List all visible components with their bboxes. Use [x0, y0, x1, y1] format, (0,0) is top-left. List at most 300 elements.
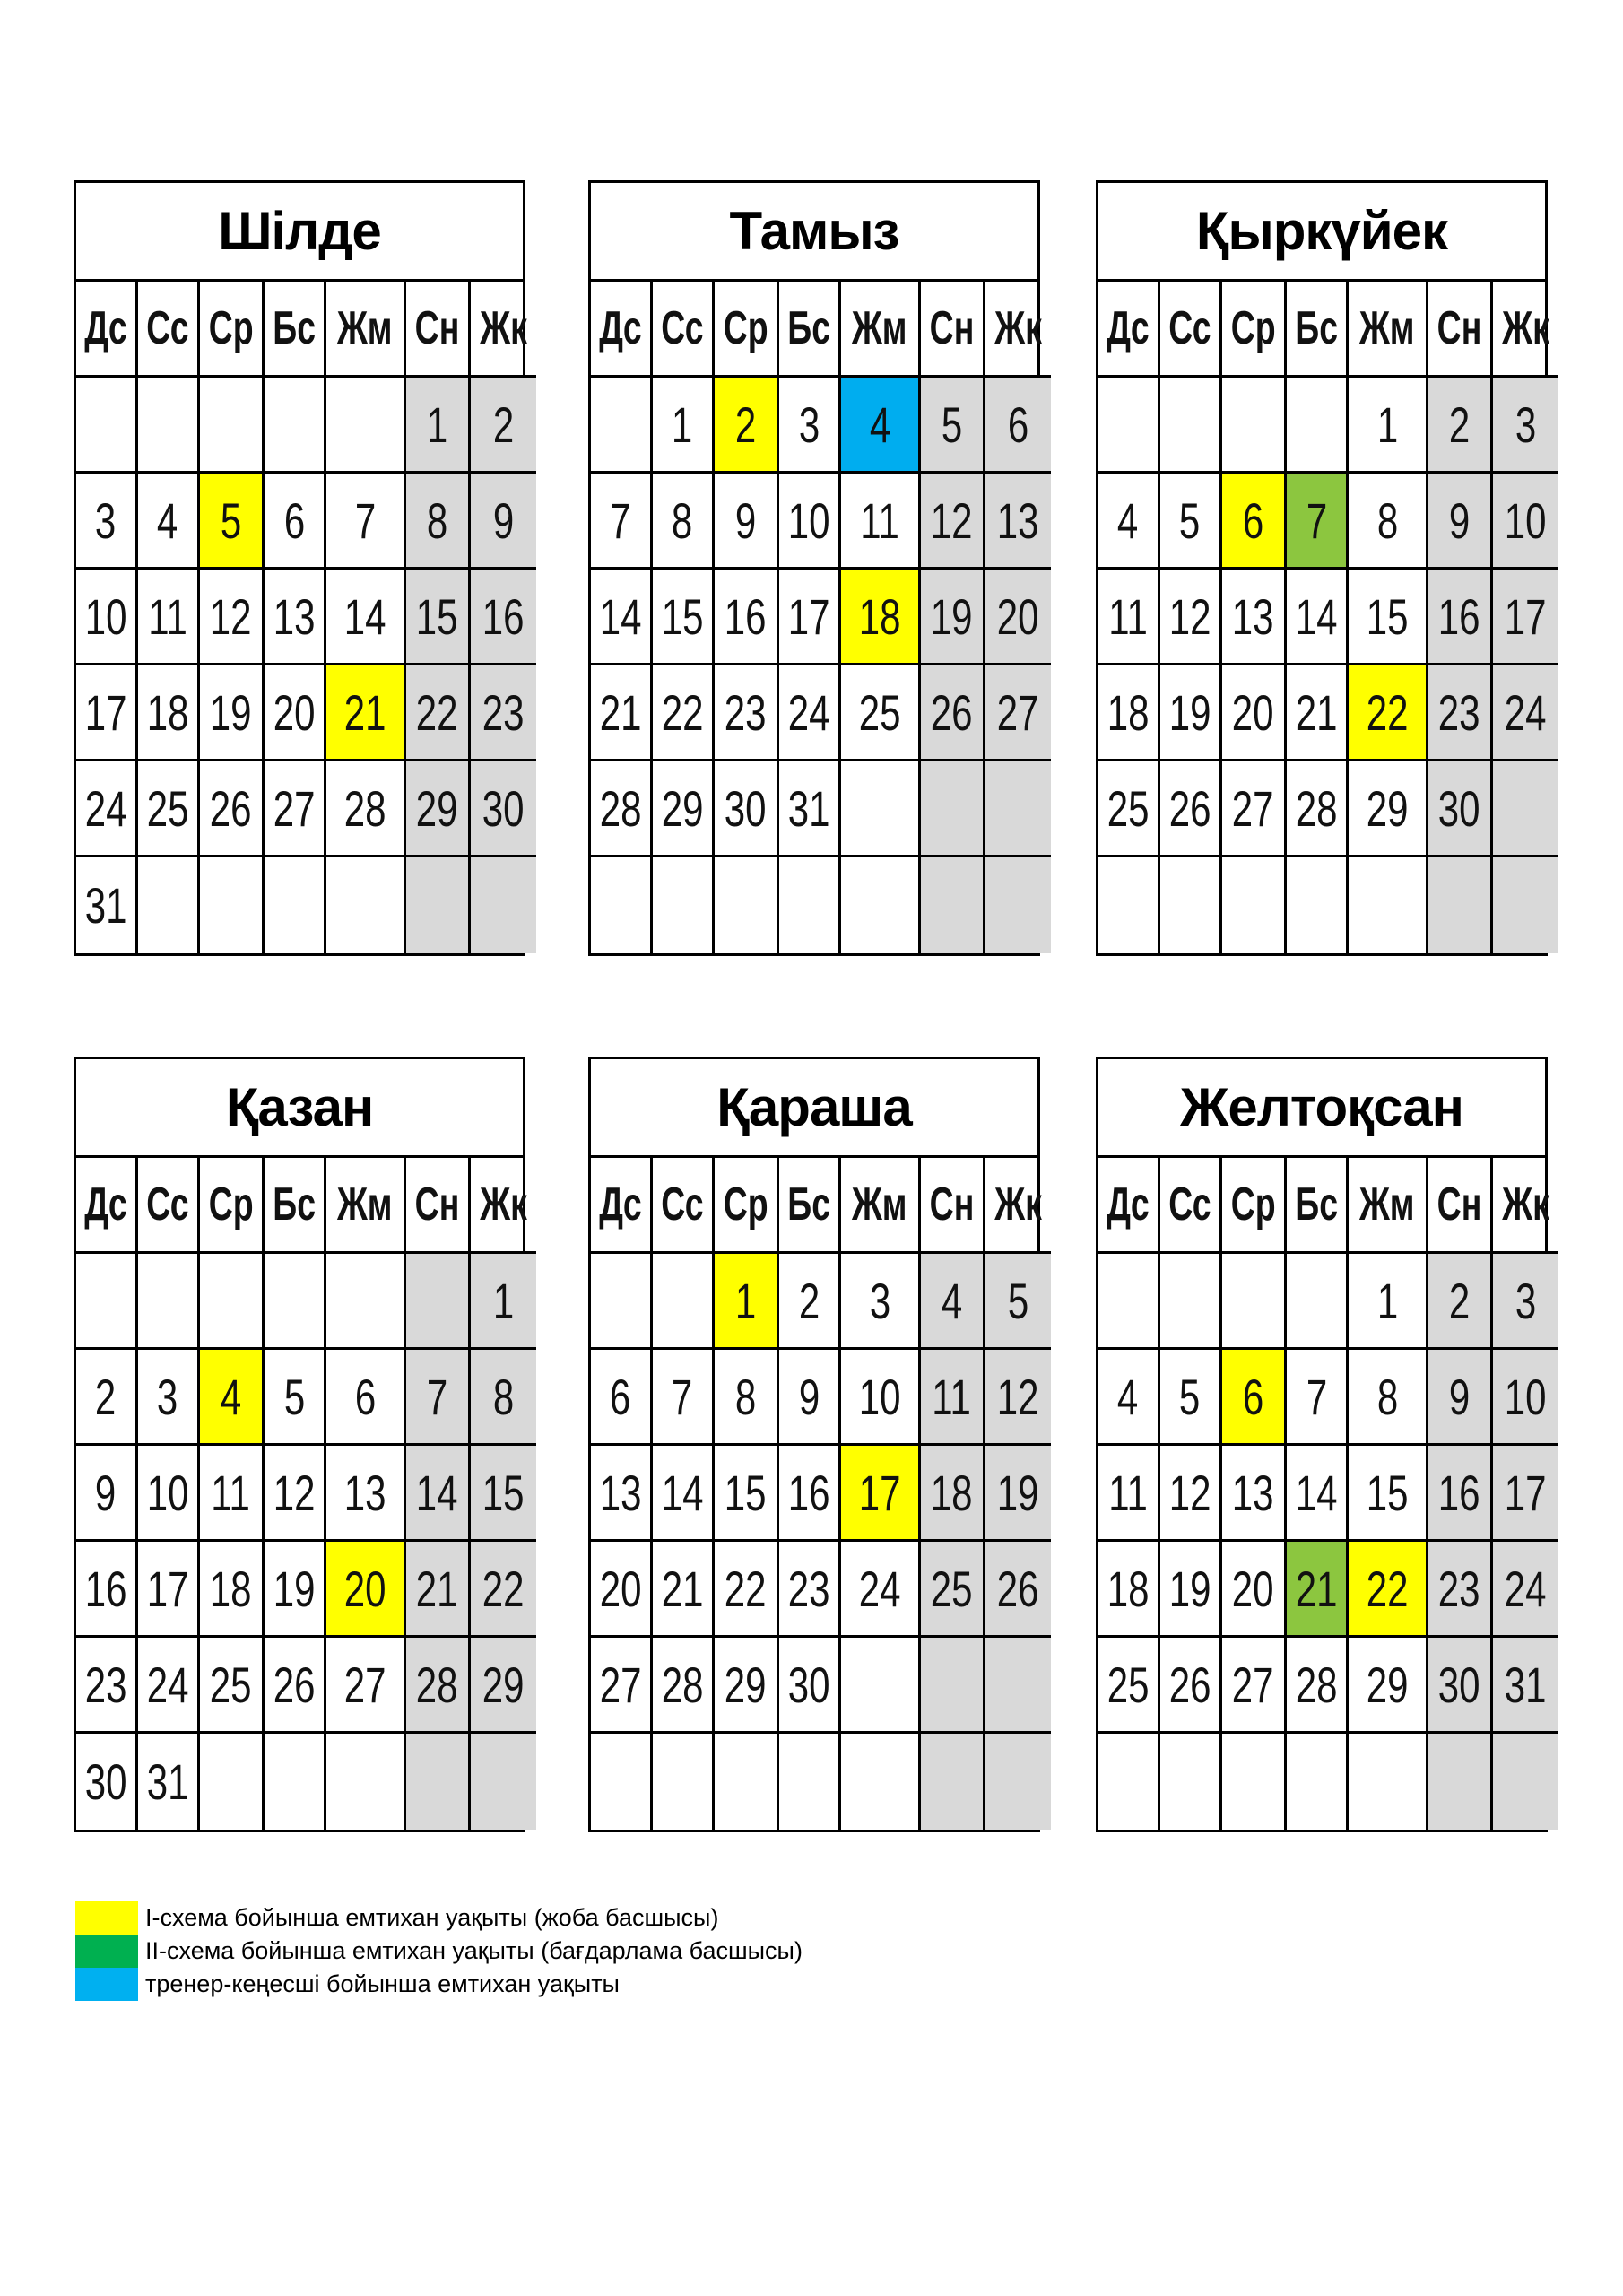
- days-grid: [591, 1158, 1042, 1830]
- day-cell: 31: [76, 857, 138, 953]
- day-cell: 19: [1160, 665, 1222, 761]
- day-cell: 23: [715, 665, 779, 761]
- day-cell: 26: [921, 665, 985, 761]
- day-cell: 13: [985, 474, 1051, 570]
- day-cell: 3: [76, 474, 138, 570]
- empty-day-cell: [1098, 857, 1160, 953]
- empty-day-cell: [591, 378, 653, 474]
- days-grid: [76, 282, 527, 953]
- day-cell: 15: [406, 570, 471, 665]
- empty-day-cell: [985, 1638, 1051, 1734]
- empty-day-cell: [779, 857, 841, 953]
- day-cell: 20: [985, 570, 1051, 665]
- month-calendar: [1096, 180, 1548, 956]
- empty-day-cell: [921, 761, 985, 857]
- day-cell: 28: [591, 761, 653, 857]
- empty-day-cell: [841, 1638, 920, 1734]
- day-cell: 14: [1287, 1446, 1349, 1542]
- day-cell: 25: [841, 665, 920, 761]
- day-cell: 11: [841, 474, 920, 570]
- day-cell: 14: [653, 1446, 715, 1542]
- weekday-header: Ср: [1222, 282, 1287, 378]
- day-cell: 11: [1098, 1446, 1160, 1542]
- day-cell: 9: [715, 474, 779, 570]
- empty-day-cell: [1098, 1254, 1160, 1350]
- weekday-header: Сн: [406, 1158, 471, 1254]
- day-cell: 15: [715, 1446, 779, 1542]
- day-cell: 16: [779, 1446, 841, 1542]
- weekday-header: Сс: [653, 1158, 715, 1254]
- empty-day-cell: [200, 857, 265, 953]
- day-cell: 3: [1493, 378, 1558, 474]
- day-cell: 21: [326, 665, 405, 761]
- weekday-header: Дс: [1098, 1158, 1160, 1254]
- empty-day-cell: [1349, 1734, 1428, 1830]
- weekday-header: Сн: [921, 1158, 985, 1254]
- day-cell: 17: [1493, 570, 1558, 665]
- day-cell: 26: [985, 1542, 1051, 1638]
- day-cell: 4: [1098, 474, 1160, 570]
- day-cell: 19: [985, 1446, 1051, 1542]
- day-cell: 17: [779, 570, 841, 665]
- weekday-header: Сс: [138, 1158, 200, 1254]
- month-title: Қараша: [591, 1059, 1037, 1158]
- day-cell: 17: [1493, 1446, 1558, 1542]
- day-cell: 1: [471, 1254, 536, 1350]
- weekday-header: Жк: [985, 282, 1051, 378]
- day-cell: 25: [1098, 761, 1160, 857]
- day-cell: 3: [1493, 1254, 1558, 1350]
- days-grid: [1098, 282, 1549, 953]
- empty-day-cell: [653, 1254, 715, 1350]
- day-cell: 19: [1160, 1542, 1222, 1638]
- day-cell: 3: [138, 1350, 200, 1446]
- day-cell: 8: [471, 1350, 536, 1446]
- day-cell: 18: [200, 1542, 265, 1638]
- day-cell: 23: [1428, 665, 1493, 761]
- empty-day-cell: [921, 1734, 985, 1830]
- day-cell: 14: [406, 1446, 471, 1542]
- day-cell: 10: [779, 474, 841, 570]
- day-cell: 6: [326, 1350, 405, 1446]
- empty-day-cell: [921, 1638, 985, 1734]
- day-cell: 22: [471, 1542, 536, 1638]
- day-cell: 4: [841, 378, 920, 474]
- day-cell: 2: [1428, 1254, 1493, 1350]
- weekday-header: Сс: [1160, 282, 1222, 378]
- day-cell: 4: [200, 1350, 265, 1446]
- legend-swatch: [75, 1901, 138, 1935]
- day-cell: 25: [1098, 1638, 1160, 1734]
- weekday-header: Жм: [1349, 282, 1428, 378]
- day-cell: 30: [1428, 761, 1493, 857]
- weekday-header: Сн: [921, 282, 985, 378]
- weekday-header: Дс: [1098, 282, 1160, 378]
- legend-label: II-схема бойынша емтихан уақыты (бағдарлама басшысы): [145, 1937, 803, 1964]
- day-cell: 24: [138, 1638, 200, 1734]
- day-cell: 19: [921, 570, 985, 665]
- day-cell: 28: [1287, 1638, 1349, 1734]
- day-cell: 12: [985, 1350, 1051, 1446]
- empty-day-cell: [985, 761, 1051, 857]
- day-cell: 27: [1222, 1638, 1287, 1734]
- empty-day-cell: [841, 857, 920, 953]
- day-cell: 5: [200, 474, 265, 570]
- empty-day-cell: [265, 1734, 326, 1830]
- day-cell: 25: [921, 1542, 985, 1638]
- day-cell: 13: [1222, 570, 1287, 665]
- day-cell: 11: [200, 1446, 265, 1542]
- day-cell: 7: [406, 1350, 471, 1446]
- day-cell: 8: [1349, 474, 1428, 570]
- day-cell: 6: [591, 1350, 653, 1446]
- day-cell: 3: [841, 1254, 920, 1350]
- day-cell: 12: [1160, 1446, 1222, 1542]
- legend-swatch: [75, 1968, 138, 2001]
- empty-day-cell: [591, 1734, 653, 1830]
- day-cell: 8: [406, 474, 471, 570]
- day-cell: 29: [653, 761, 715, 857]
- day-cell: 15: [653, 570, 715, 665]
- empty-day-cell: [1222, 1734, 1287, 1830]
- day-cell: 24: [779, 665, 841, 761]
- day-cell: 28: [406, 1638, 471, 1734]
- day-cell: 13: [591, 1446, 653, 1542]
- day-cell: 20: [1222, 1542, 1287, 1638]
- weekday-header: Ср: [200, 282, 265, 378]
- empty-day-cell: [1222, 1254, 1287, 1350]
- weekday-header: Ср: [715, 1158, 779, 1254]
- days-grid: [591, 282, 1042, 953]
- weekday-header: Жм: [1349, 1158, 1428, 1254]
- day-cell: 17: [76, 665, 138, 761]
- day-cell: 16: [471, 570, 536, 665]
- day-cell: 24: [76, 761, 138, 857]
- day-cell: 11: [1098, 570, 1160, 665]
- weekday-header: Дс: [591, 282, 653, 378]
- day-cell: 6: [265, 474, 326, 570]
- empty-day-cell: [1493, 761, 1558, 857]
- weekday-header: Жм: [841, 282, 920, 378]
- empty-day-cell: [200, 1734, 265, 1830]
- day-cell: 23: [76, 1638, 138, 1734]
- day-cell: 27: [1222, 761, 1287, 857]
- day-cell: 21: [1287, 665, 1349, 761]
- weekday-header: Сн: [406, 282, 471, 378]
- day-cell: 20: [326, 1542, 405, 1638]
- day-cell: 23: [1428, 1542, 1493, 1638]
- day-cell: 7: [326, 474, 405, 570]
- empty-day-cell: [1098, 378, 1160, 474]
- month-calendar: [74, 180, 525, 956]
- empty-day-cell: [921, 857, 985, 953]
- day-cell: 29: [1349, 761, 1428, 857]
- empty-day-cell: [1160, 857, 1222, 953]
- empty-day-cell: [76, 378, 138, 474]
- day-cell: 4: [1098, 1350, 1160, 1446]
- empty-day-cell: [138, 857, 200, 953]
- empty-day-cell: [653, 857, 715, 953]
- day-cell: 15: [471, 1446, 536, 1542]
- day-cell: 25: [200, 1638, 265, 1734]
- day-cell: 21: [1287, 1542, 1349, 1638]
- day-cell: 14: [591, 570, 653, 665]
- empty-day-cell: [265, 857, 326, 953]
- day-cell: 9: [76, 1446, 138, 1542]
- day-cell: 10: [841, 1350, 920, 1446]
- day-cell: 14: [326, 570, 405, 665]
- empty-day-cell: [326, 1254, 405, 1350]
- day-cell: 10: [76, 570, 138, 665]
- empty-day-cell: [985, 1734, 1051, 1830]
- day-cell: 31: [779, 761, 841, 857]
- day-cell: 18: [1098, 665, 1160, 761]
- days-grid: [76, 1158, 527, 1830]
- day-cell: 26: [1160, 761, 1222, 857]
- month-calendar: [1096, 1057, 1548, 1832]
- day-cell: 1: [1349, 1254, 1428, 1350]
- day-cell: 5: [985, 1254, 1051, 1350]
- empty-day-cell: [326, 857, 405, 953]
- weekday-header: Жк: [1493, 1158, 1558, 1254]
- day-cell: 22: [1349, 1542, 1428, 1638]
- legend-label: тренер-кеңесші бойынша емтихан уақыты: [145, 1970, 620, 1997]
- empty-day-cell: [406, 857, 471, 953]
- weekday-header: Жм: [326, 282, 405, 378]
- empty-day-cell: [76, 1254, 138, 1350]
- day-cell: 15: [1349, 570, 1428, 665]
- day-cell: 16: [76, 1542, 138, 1638]
- day-cell: 1: [1349, 378, 1428, 474]
- empty-day-cell: [406, 1254, 471, 1350]
- weekday-header: Жк: [471, 282, 536, 378]
- empty-day-cell: [138, 1254, 200, 1350]
- empty-day-cell: [471, 857, 536, 953]
- day-cell: 5: [1160, 474, 1222, 570]
- day-cell: 5: [1160, 1350, 1222, 1446]
- empty-day-cell: [326, 1734, 405, 1830]
- day-cell: 2: [471, 378, 536, 474]
- day-cell: 1: [653, 378, 715, 474]
- month-title: Шілде: [76, 183, 523, 282]
- day-cell: 6: [985, 378, 1051, 474]
- weekday-header: Дс: [591, 1158, 653, 1254]
- empty-day-cell: [1493, 857, 1558, 953]
- day-cell: 8: [1349, 1350, 1428, 1446]
- empty-day-cell: [1222, 857, 1287, 953]
- day-cell: 6: [1222, 1350, 1287, 1446]
- day-cell: 23: [471, 665, 536, 761]
- weekday-header: Ср: [200, 1158, 265, 1254]
- day-cell: 19: [200, 665, 265, 761]
- weekday-header: Сс: [1160, 1158, 1222, 1254]
- day-cell: 16: [715, 570, 779, 665]
- legend-item-scheme-1: [75, 1901, 718, 1935]
- empty-day-cell: [200, 1254, 265, 1350]
- day-cell: 7: [653, 1350, 715, 1446]
- weekday-header: Жм: [841, 1158, 920, 1254]
- weekday-header: Бс: [1287, 282, 1349, 378]
- day-cell: 18: [138, 665, 200, 761]
- empty-day-cell: [1098, 1734, 1160, 1830]
- empty-day-cell: [265, 1254, 326, 1350]
- empty-day-cell: [591, 1254, 653, 1350]
- day-cell: 14: [1287, 570, 1349, 665]
- weekday-header: Жк: [471, 1158, 536, 1254]
- day-cell: 30: [1428, 1638, 1493, 1734]
- empty-day-cell: [138, 378, 200, 474]
- day-cell: 21: [591, 665, 653, 761]
- weekday-header: Бс: [265, 1158, 326, 1254]
- empty-day-cell: [1222, 378, 1287, 474]
- day-cell: 12: [921, 474, 985, 570]
- day-cell: 10: [138, 1446, 200, 1542]
- weekday-header: Жм: [326, 1158, 405, 1254]
- legend-item-trainer: [75, 1968, 620, 2001]
- day-cell: 15: [1349, 1446, 1428, 1542]
- empty-day-cell: [1349, 857, 1428, 953]
- empty-day-cell: [985, 857, 1051, 953]
- day-cell: 4: [138, 474, 200, 570]
- day-cell: 16: [1428, 1446, 1493, 1542]
- day-cell: 9: [779, 1350, 841, 1446]
- day-cell: 10: [1493, 1350, 1558, 1446]
- weekday-header: Сс: [138, 282, 200, 378]
- day-cell: 26: [265, 1638, 326, 1734]
- empty-day-cell: [200, 378, 265, 474]
- day-cell: 27: [265, 761, 326, 857]
- month-title: Тамыз: [591, 183, 1037, 282]
- day-cell: 7: [1287, 1350, 1349, 1446]
- month-title: Желтоқсан: [1098, 1059, 1545, 1158]
- empty-day-cell: [841, 761, 920, 857]
- empty-day-cell: [1428, 857, 1493, 953]
- day-cell: 28: [326, 761, 405, 857]
- month-title: Қыркүйек: [1098, 183, 1545, 282]
- day-cell: 25: [138, 761, 200, 857]
- day-cell: 27: [591, 1638, 653, 1734]
- day-cell: 29: [1349, 1638, 1428, 1734]
- day-cell: 24: [1493, 1542, 1558, 1638]
- day-cell: 26: [200, 761, 265, 857]
- month-title: Қазан: [76, 1059, 523, 1158]
- day-cell: 13: [326, 1446, 405, 1542]
- day-cell: 7: [591, 474, 653, 570]
- legend-swatch: [75, 1935, 138, 1968]
- day-cell: 21: [406, 1542, 471, 1638]
- empty-day-cell: [1493, 1734, 1558, 1830]
- day-cell: 26: [1160, 1638, 1222, 1734]
- empty-day-cell: [841, 1734, 920, 1830]
- day-cell: 22: [1349, 665, 1428, 761]
- day-cell: 22: [406, 665, 471, 761]
- day-cell: 23: [779, 1542, 841, 1638]
- day-cell: 24: [1493, 665, 1558, 761]
- weekday-header: Дс: [76, 1158, 138, 1254]
- day-cell: 3: [779, 378, 841, 474]
- day-cell: 2: [715, 378, 779, 474]
- day-cell: 5: [921, 378, 985, 474]
- days-grid: [1098, 1158, 1549, 1830]
- day-cell: 27: [985, 665, 1051, 761]
- weekday-header: Сн: [1428, 282, 1493, 378]
- day-cell: 31: [138, 1734, 200, 1830]
- day-cell: 9: [1428, 474, 1493, 570]
- empty-day-cell: [715, 857, 779, 953]
- empty-day-cell: [1287, 378, 1349, 474]
- day-cell: 17: [138, 1542, 200, 1638]
- day-cell: 28: [1287, 761, 1349, 857]
- day-cell: 20: [265, 665, 326, 761]
- month-calendar: [588, 180, 1040, 956]
- day-cell: 12: [1160, 570, 1222, 665]
- day-cell: 24: [841, 1542, 920, 1638]
- empty-day-cell: [779, 1734, 841, 1830]
- weekday-header: Сн: [1428, 1158, 1493, 1254]
- empty-day-cell: [1287, 857, 1349, 953]
- empty-day-cell: [1160, 378, 1222, 474]
- empty-day-cell: [471, 1734, 536, 1830]
- day-cell: 31: [1493, 1638, 1558, 1734]
- legend-label: I-схема бойынша емтихан уақыты (жоба басшысы): [145, 1904, 719, 1931]
- day-cell: 9: [1428, 1350, 1493, 1446]
- day-cell: 20: [591, 1542, 653, 1638]
- day-cell: 30: [715, 761, 779, 857]
- day-cell: 8: [653, 474, 715, 570]
- day-cell: 12: [265, 1446, 326, 1542]
- weekday-header: Жк: [985, 1158, 1051, 1254]
- day-cell: 22: [715, 1542, 779, 1638]
- day-cell: 30: [76, 1734, 138, 1830]
- empty-day-cell: [1160, 1254, 1222, 1350]
- day-cell: 16: [1428, 570, 1493, 665]
- day-cell: 18: [1098, 1542, 1160, 1638]
- day-cell: 1: [406, 378, 471, 474]
- day-cell: 9: [471, 474, 536, 570]
- day-cell: 11: [921, 1350, 985, 1446]
- day-cell: 10: [1493, 474, 1558, 570]
- day-cell: 30: [471, 761, 536, 857]
- weekday-header: Жк: [1493, 282, 1558, 378]
- legend-item-scheme-2: [75, 1935, 803, 1968]
- day-cell: 5: [265, 1350, 326, 1446]
- weekday-header: Бс: [779, 282, 841, 378]
- day-cell: 22: [653, 665, 715, 761]
- weekday-header: Дс: [76, 282, 138, 378]
- day-cell: 27: [326, 1638, 405, 1734]
- weekday-header: Бс: [779, 1158, 841, 1254]
- day-cell: 1: [715, 1254, 779, 1350]
- month-calendar: [74, 1057, 525, 1832]
- day-cell: 2: [76, 1350, 138, 1446]
- day-cell: 6: [1222, 474, 1287, 570]
- day-cell: 30: [779, 1638, 841, 1734]
- day-cell: 19: [265, 1542, 326, 1638]
- day-cell: 13: [265, 570, 326, 665]
- month-calendar: [588, 1057, 1040, 1832]
- empty-day-cell: [326, 378, 405, 474]
- day-cell: 11: [138, 570, 200, 665]
- day-cell: 17: [841, 1446, 920, 1542]
- day-cell: 18: [921, 1446, 985, 1542]
- day-cell: 29: [471, 1638, 536, 1734]
- day-cell: 4: [921, 1254, 985, 1350]
- day-cell: 20: [1222, 665, 1287, 761]
- empty-day-cell: [591, 857, 653, 953]
- empty-day-cell: [715, 1734, 779, 1830]
- weekday-header: Бс: [1287, 1158, 1349, 1254]
- weekday-header: Ср: [1222, 1158, 1287, 1254]
